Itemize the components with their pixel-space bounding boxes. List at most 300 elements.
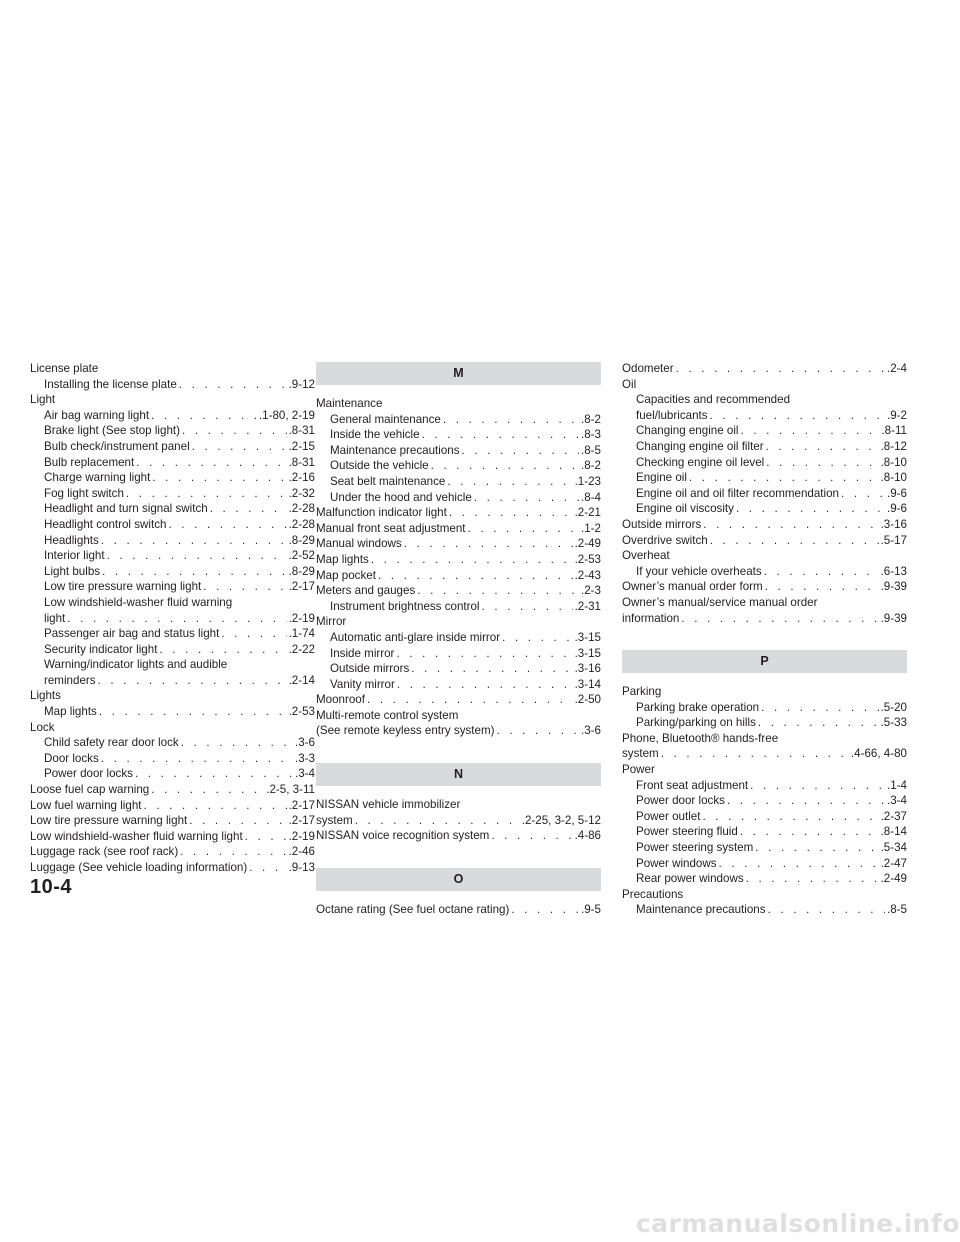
entry-page-ref: .8-5 xyxy=(581,443,601,457)
entry-label: Vanity mirror xyxy=(330,677,395,691)
entry-label: Headlight and turn signal switch xyxy=(44,502,208,516)
entry-page-ref: .9-6 xyxy=(887,502,907,516)
entry-label: fuel/lubricants xyxy=(636,408,708,422)
index-subentry xyxy=(30,642,315,658)
index-entry xyxy=(30,782,315,798)
dot-leader xyxy=(107,548,287,564)
dot-leader xyxy=(101,533,287,549)
index-heading: License plate xyxy=(30,362,99,375)
index-entry xyxy=(30,829,315,845)
entry-label: Maintenance precautions xyxy=(330,443,460,457)
entry-page-ref: .3-4 xyxy=(295,767,315,781)
dot-leader xyxy=(689,470,879,486)
dot-leader xyxy=(101,751,293,767)
entry-page-ref: .2-25, 3-2, 5-12 xyxy=(521,813,601,827)
index-subentry xyxy=(622,408,907,424)
entry-label: Security indicator light xyxy=(44,642,158,656)
entry-label: Headlight control switch xyxy=(44,517,167,531)
dot-leader xyxy=(841,486,885,502)
entry-page-ref: .2-17 xyxy=(288,814,315,828)
entry-label: Low tire pressure warning light xyxy=(30,814,188,828)
entry-label: (See remote keyless entry system) xyxy=(316,724,495,738)
entry-page-ref: .3-4 xyxy=(887,794,907,808)
index-subentry xyxy=(622,470,907,486)
entry-label: light xyxy=(44,611,66,625)
index-heading: Light xyxy=(30,393,56,407)
entry-page-ref: .8-4 xyxy=(581,490,601,504)
watermark: carmanualsonline.info xyxy=(635,1209,960,1238)
entry-label: Bulb check/instrument panel xyxy=(44,439,190,453)
entry-label: Seat belt maintenance xyxy=(330,474,446,488)
entry-page-ref: .8-31 xyxy=(288,424,315,438)
letter-heading: P xyxy=(622,650,907,673)
entry-label: Map lights xyxy=(44,705,97,719)
entry-label: Power windows xyxy=(636,856,717,870)
index-subentry xyxy=(316,458,601,474)
dot-leader xyxy=(703,517,878,533)
entry-page-ref: .2-16 xyxy=(288,471,315,485)
index-subentry xyxy=(30,704,315,720)
dot-leader xyxy=(126,486,287,502)
index-column-1 xyxy=(30,361,315,876)
entry-label: NISSAN voice recognition system xyxy=(316,829,490,843)
entry-page-ref: .2-5, 3-11 xyxy=(266,783,315,797)
dot-leader xyxy=(750,778,885,794)
index-heading: Mirror xyxy=(316,615,347,629)
dot-leader xyxy=(189,813,286,829)
index-subentry xyxy=(622,501,907,517)
index-subentry xyxy=(622,871,907,887)
dot-leader xyxy=(468,521,580,537)
section-gap xyxy=(316,844,601,867)
entry-page-ref: .2-37 xyxy=(880,809,907,823)
entry-label: Brake light (See stop light) xyxy=(44,424,180,438)
entry-page-ref: .8-3 xyxy=(581,428,601,442)
entry-label: Parking brake operation xyxy=(636,700,760,714)
entry-page-ref: .3-15 xyxy=(574,630,601,644)
entry-label: Instrument brightness control xyxy=(330,599,480,613)
dot-leader xyxy=(449,505,573,521)
entry-page-ref: .3-16 xyxy=(574,662,601,676)
entry-page-ref: .2-19 xyxy=(288,829,315,843)
dot-leader xyxy=(179,377,287,393)
dot-leader xyxy=(367,692,573,708)
index-entry xyxy=(30,813,315,829)
entry-page-ref: .9-2 xyxy=(887,408,907,422)
dot-leader xyxy=(192,439,287,455)
index-subentry xyxy=(30,423,315,439)
entry-page-ref: .8-2 xyxy=(581,459,601,473)
entry-label: Engine oil xyxy=(636,471,687,485)
entry-label: Loose fuel cap warning xyxy=(30,783,150,797)
index-entry xyxy=(622,533,907,549)
letter-heading: M xyxy=(316,362,601,385)
index-entry xyxy=(622,579,907,595)
index-entry xyxy=(30,844,315,860)
index-entry xyxy=(30,798,315,814)
entry-label: Overdrive switch xyxy=(622,533,708,547)
section-gap xyxy=(622,626,907,649)
entry-label: Engine oil viscosity xyxy=(636,502,734,516)
dot-leader xyxy=(758,715,879,731)
dot-leader xyxy=(152,470,286,486)
entry-label: Power outlet xyxy=(636,809,701,823)
entry-label: Charge warning light xyxy=(44,471,151,485)
entry-page-ref: .3-6 xyxy=(295,736,315,750)
index-heading: Maintenance xyxy=(316,397,383,410)
index-entry xyxy=(316,552,601,568)
dot-leader xyxy=(404,536,573,552)
index-subentry xyxy=(30,517,315,533)
entry-label: Moonroof xyxy=(316,693,365,707)
index-entry xyxy=(622,517,907,533)
dot-leader xyxy=(764,564,879,580)
dot-leader xyxy=(502,630,572,646)
index-subentry xyxy=(622,715,907,731)
entry-page-ref: .5-17 xyxy=(880,533,907,547)
entry-page-ref: .2-53 xyxy=(574,552,601,566)
dot-leader xyxy=(355,813,520,829)
dot-leader xyxy=(136,455,286,471)
entry-page-ref: .8-10 xyxy=(880,471,907,485)
entry-page-ref: .2-47 xyxy=(880,856,907,870)
index-subentry xyxy=(622,700,907,716)
entry-label: Malfunction indicator light xyxy=(316,506,447,520)
index-subentry xyxy=(30,766,315,782)
dot-leader xyxy=(727,793,885,809)
entry-page-ref: .2-14 xyxy=(288,673,315,687)
dot-leader xyxy=(180,844,286,860)
entry-label: Power steering system xyxy=(636,841,754,855)
entry-page-ref: .3-15 xyxy=(574,646,601,660)
index-subentry xyxy=(30,626,315,642)
entry-label: Manual front seat adjustment xyxy=(316,521,466,535)
index-subentry xyxy=(30,377,315,393)
index-subentry xyxy=(30,611,315,627)
index-subentry xyxy=(316,646,601,662)
entry-page-ref: .1-80, 2-19 xyxy=(258,408,315,422)
entry-label: Low windshield-washer fluid warning light xyxy=(30,829,243,843)
index-subentry xyxy=(30,673,315,689)
entry-label: Headlights xyxy=(44,533,99,547)
dot-leader xyxy=(67,611,286,627)
entry-page-ref: .2-43 xyxy=(574,568,601,582)
index-subentry xyxy=(316,443,601,459)
index-subentry xyxy=(622,564,907,580)
entry-page-ref: .2-15 xyxy=(288,439,315,453)
entry-label: Low fuel warning light xyxy=(30,798,142,812)
index-subentry xyxy=(622,902,907,918)
dot-leader xyxy=(135,766,293,782)
index-subentry xyxy=(316,661,601,677)
dot-leader xyxy=(710,408,885,424)
dot-leader xyxy=(371,552,573,568)
dot-leader xyxy=(741,423,880,439)
dot-leader xyxy=(98,673,287,689)
entry-page-ref: .2-32 xyxy=(288,486,315,500)
entry-page-ref: .2-21 xyxy=(574,506,601,520)
index-entry xyxy=(622,361,907,377)
entry-label: Front seat adjustment xyxy=(636,778,749,792)
entry-label: Owner’s manual order form xyxy=(622,580,763,594)
entry-label: Odometer xyxy=(622,362,674,375)
dot-leader xyxy=(765,579,879,595)
entry-label: reminders xyxy=(44,673,96,687)
dot-leader xyxy=(417,583,579,599)
dot-leader xyxy=(702,809,878,825)
entry-page-ref: .9-39 xyxy=(880,580,907,594)
entry-label: Luggage (See vehicle loading information) xyxy=(30,861,248,874)
index-heading: Overheat xyxy=(622,549,670,563)
entry-label: Changing engine oil xyxy=(636,424,739,438)
entry-page-ref: .2-22 xyxy=(288,642,315,656)
letter-heading: O xyxy=(316,868,601,891)
entry-page-ref: .9-13 xyxy=(288,861,315,874)
entry-label: If your vehicle overheats xyxy=(636,564,762,578)
dot-leader xyxy=(676,361,885,377)
dot-leader xyxy=(761,700,878,716)
entry-page-ref: .8-14 xyxy=(880,825,907,839)
entry-label: system xyxy=(622,747,659,761)
index-heading: Parking xyxy=(622,685,662,699)
dot-leader xyxy=(746,871,879,887)
entry-page-ref: .9-12 xyxy=(288,377,315,391)
index-subentry xyxy=(622,840,907,856)
index-subentry xyxy=(30,579,315,595)
entry-label: Outside mirrors xyxy=(622,517,702,531)
entry-page-ref: .5-20 xyxy=(880,700,907,714)
index-heading: Precautions xyxy=(622,887,684,901)
entry-label: Rear power windows xyxy=(636,872,744,886)
entry-page-ref: .2-53 xyxy=(288,705,315,719)
index-entry xyxy=(316,902,601,918)
index-subentry-line: Warning/indicator lights and audible xyxy=(44,658,228,672)
entry-page-ref: .8-29 xyxy=(288,533,315,547)
entry-page-ref: .4-86 xyxy=(574,829,601,843)
index-subentry xyxy=(622,856,907,872)
index-entry xyxy=(316,521,601,537)
index-subentry xyxy=(622,809,907,825)
entry-page-ref: .5-33 xyxy=(880,716,907,730)
entry-page-ref: .1-4 xyxy=(887,778,907,792)
dot-leader xyxy=(181,735,293,751)
index-entry xyxy=(316,583,601,599)
dot-leader xyxy=(159,642,286,658)
dot-leader xyxy=(736,501,885,517)
dot-leader xyxy=(396,646,572,662)
index-heading: Lights xyxy=(30,689,61,703)
index-heading: Multi-remote control system xyxy=(316,708,459,722)
index-entry xyxy=(316,828,601,844)
entry-label: Changing engine oil filter xyxy=(636,439,764,453)
dot-leader xyxy=(397,677,573,693)
section-gap xyxy=(316,739,601,762)
dot-leader xyxy=(102,564,286,580)
entry-page-ref: .9-5 xyxy=(581,902,601,916)
dot-leader xyxy=(740,824,879,840)
entry-page-ref: .1-74 xyxy=(288,627,315,641)
dot-leader xyxy=(221,626,286,642)
entry-page-ref: .2-28 xyxy=(288,502,315,516)
index-subentry xyxy=(316,427,601,443)
entry-label: Manual windows xyxy=(316,537,402,551)
index-subentry xyxy=(30,735,315,751)
dot-leader xyxy=(474,490,579,506)
dot-leader xyxy=(182,423,287,439)
dot-leader xyxy=(151,408,257,424)
index-subentry-line: Low windshield-washer fluid warning xyxy=(44,595,233,609)
entry-page-ref: .9-6 xyxy=(887,486,907,500)
index-subentry xyxy=(30,455,315,471)
index-subentry xyxy=(316,630,601,646)
dot-leader xyxy=(491,828,572,844)
dot-leader xyxy=(755,840,878,856)
entry-page-ref: .2-52 xyxy=(288,549,315,563)
dot-leader xyxy=(144,798,287,814)
entry-page-ref: .2-3 xyxy=(581,584,601,598)
index-entry xyxy=(316,505,601,521)
dot-leader xyxy=(443,412,579,428)
dot-leader xyxy=(249,860,286,876)
entry-label: Octane rating (See fuel octane rating) xyxy=(316,902,510,916)
dot-leader xyxy=(245,829,287,845)
entry-label: Power steering fluid xyxy=(636,825,738,839)
index-column-2 xyxy=(316,361,601,917)
index-subentry xyxy=(30,486,315,502)
dot-leader xyxy=(511,902,579,918)
entry-page-ref: .8-29 xyxy=(288,564,315,578)
index-entry xyxy=(30,860,315,876)
index-subentry xyxy=(30,564,315,580)
index-subentry xyxy=(316,490,601,506)
index-subentry xyxy=(30,548,315,564)
entry-label: Maintenance precautions xyxy=(636,903,766,917)
entry-label: Child safety rear door lock xyxy=(44,736,179,750)
dot-leader xyxy=(462,443,579,459)
index-subentry xyxy=(30,408,315,424)
letter-heading: N xyxy=(316,763,601,786)
entry-page-ref: .2-31 xyxy=(574,599,601,613)
index-subentry xyxy=(30,751,315,767)
index-subentry xyxy=(622,824,907,840)
index-subentry-line: Capacities and recommended xyxy=(636,393,791,407)
entry-page-ref: .3-6 xyxy=(581,724,601,738)
index-entry xyxy=(316,723,601,739)
index-entry xyxy=(316,568,601,584)
dot-leader xyxy=(151,782,264,798)
dot-leader xyxy=(411,661,572,677)
index-heading: NISSAN vehicle immobilizer xyxy=(316,798,461,812)
index-entry xyxy=(622,611,907,627)
entry-page-ref: .2-17 xyxy=(288,580,315,594)
entry-label: Door locks xyxy=(44,751,99,765)
entry-label: Automatic anti-glare inside mirror xyxy=(330,630,501,644)
entry-label: Map lights xyxy=(316,552,369,566)
entry-label: Parking/parking on hills xyxy=(636,716,756,730)
index-entry xyxy=(622,746,907,762)
entry-page-ref: .8-5 xyxy=(887,903,907,917)
entry-page-ref: .2-49 xyxy=(574,537,601,551)
dot-leader xyxy=(99,704,287,720)
entry-label: Outside the vehicle xyxy=(330,459,429,473)
dot-leader xyxy=(661,746,849,762)
dot-leader xyxy=(766,455,878,471)
entry-label: Interior light xyxy=(44,549,105,563)
entry-page-ref: .2-49 xyxy=(880,872,907,886)
dot-leader xyxy=(447,474,572,490)
index-subentry xyxy=(30,439,315,455)
index-subentry xyxy=(622,486,907,502)
entry-label: Engine oil and oil filter recommendation xyxy=(636,486,840,500)
entry-label: Air bag warning light xyxy=(44,408,150,422)
index-heading: Owner’s manual/service manual order xyxy=(622,595,818,609)
entry-page-ref: .2-17 xyxy=(288,798,315,812)
entry-label: information xyxy=(622,611,680,625)
index-subentry xyxy=(622,455,907,471)
dot-leader xyxy=(422,427,579,443)
index-heading: Lock xyxy=(30,720,55,734)
index-subentry xyxy=(30,501,315,517)
index-column-3 xyxy=(622,361,907,918)
entry-label: Power door locks xyxy=(44,767,133,781)
dot-leader xyxy=(378,568,573,584)
entry-label: Map pocket xyxy=(316,568,376,582)
index-heading: Phone, Bluetooth® hands-free xyxy=(622,731,779,745)
index-subentry xyxy=(30,533,315,549)
index-subentry xyxy=(30,470,315,486)
entry-page-ref: .8-31 xyxy=(288,455,315,469)
entry-label: General maintenance xyxy=(330,412,441,426)
entry-page-ref: .3-14 xyxy=(574,677,601,691)
entry-label: Bulb replacement xyxy=(44,455,135,469)
entry-page-ref: .2-4 xyxy=(887,362,907,375)
entry-label: Checking engine oil level xyxy=(636,455,765,469)
dot-leader xyxy=(210,501,287,517)
entry-page-ref: .2-19 xyxy=(288,611,315,625)
entry-label: Light bulbs xyxy=(44,564,101,578)
entry-page-ref: .3-3 xyxy=(295,751,315,765)
entry-label: Inside the vehicle xyxy=(330,428,420,442)
entry-label: Installing the license plate xyxy=(44,377,177,391)
dot-leader xyxy=(168,517,286,533)
entry-label: Under the hood and vehicle xyxy=(330,490,472,504)
entry-label: Meters and gauges xyxy=(316,584,416,598)
dot-leader xyxy=(203,579,286,595)
entry-page-ref: .8-2 xyxy=(581,412,601,426)
entry-page-ref: .2-28 xyxy=(288,517,315,531)
entry-label: Low tire pressure warning light xyxy=(44,580,202,594)
dot-leader xyxy=(766,439,879,455)
entry-page-ref: .6-13 xyxy=(880,564,907,578)
index-subentry xyxy=(316,677,601,693)
dot-leader xyxy=(681,611,878,627)
entry-page-ref: .2-46 xyxy=(288,845,315,859)
index-subentry xyxy=(316,412,601,428)
entry-page-ref: .4-66, 4-80 xyxy=(850,747,907,761)
index-subentry xyxy=(622,778,907,794)
entry-page-ref: .9-39 xyxy=(880,611,907,625)
entry-page-ref: .3-16 xyxy=(880,517,907,531)
index-entry xyxy=(316,813,601,829)
index-subentry xyxy=(316,474,601,490)
entry-page-ref: .8-10 xyxy=(880,455,907,469)
index-subentry xyxy=(622,423,907,439)
page-number: 10-4 xyxy=(30,876,73,898)
entry-label: Fog light switch xyxy=(44,486,124,500)
index-heading: Power xyxy=(622,763,655,777)
entry-label: Luggage rack (see roof rack) xyxy=(30,845,179,859)
index-heading: Oil xyxy=(622,377,637,391)
